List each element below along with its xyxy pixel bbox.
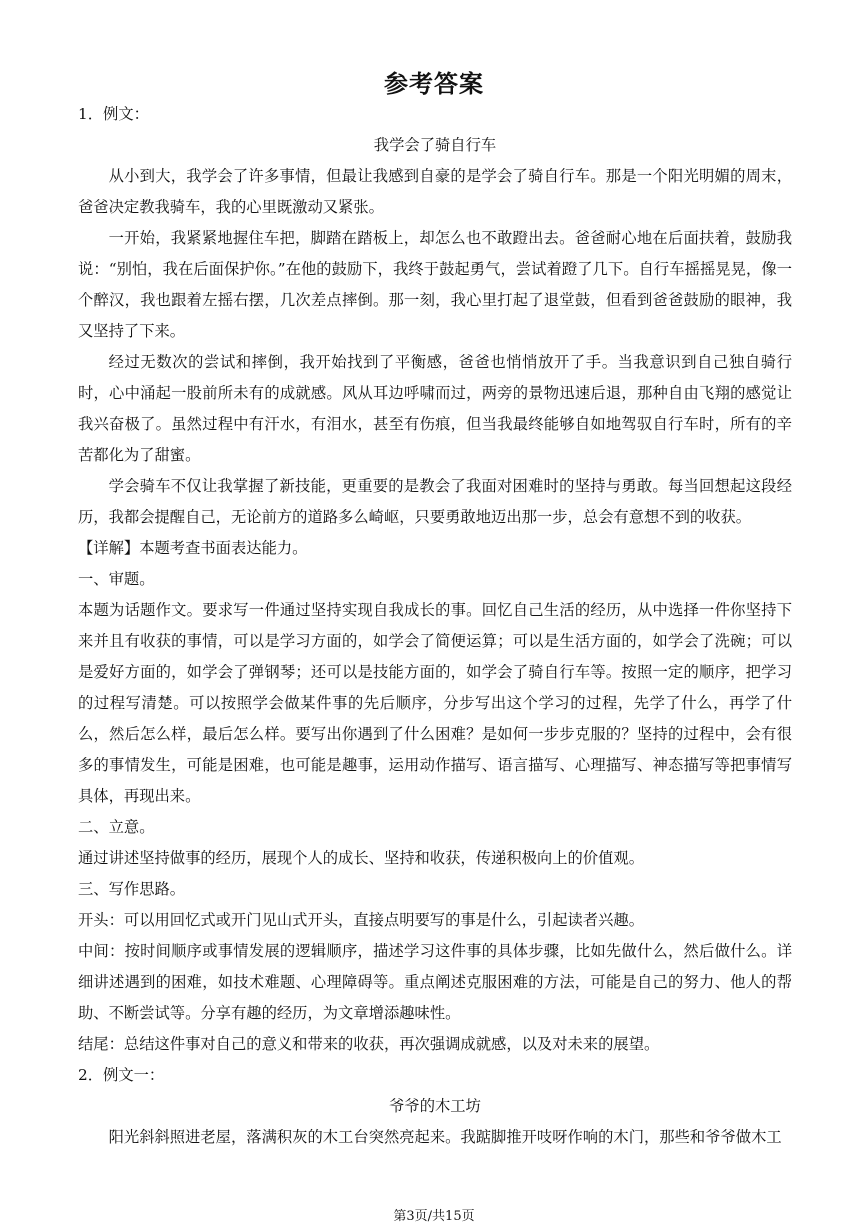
essay-1-paragraph-1: 从小到大，我学会了许多事情，但最让我感到自豪的是学会了骑自行车。那是一个阳光明媚的周末，爸爸决定教我骑车，我的心里既激动又紧张。 [78, 167, 792, 216]
page-number: 第3页/共15页 [393, 1209, 475, 1224]
essay-2-paragraph-1: 阳光斜斜照进老屋，落满积灰的木工台突然亮起来。我踮脚推开吱呀作响的木门，那些和爷爷做木工 [108, 1128, 782, 1146]
approach-middle: 中间：按时间顺序或事情发展的逻辑顺序，描述学习这件事的具体步骤，比如先做什么，然后做什么。详细讲述遇到的困难，如技术难题、心理障碍等。重点阐述克服困难的方法，可能是自己的努力、他人的帮助、不断尝试等。分享有趣的经历，为文章增添趣味性。 [78, 942, 792, 1022]
approach-ending: 结尾：总结这件事对自己的意义和带来的收获，再次强调成就感，以及对未来的展望。 [78, 1035, 660, 1053]
section-review-text: 本题为话题作文。要求写一件通过坚持实现自我成长的事。回忆自己生活的经历，从中选择一件你坚持下来并且有收获的事情，可以是学习方面的，如学会了简便运算；可以是生活方面的，如学会了洗碗；可以是爱好方面的，如学会了弹钢琴；还可以是技能方面的，如学会了骑自行车等。按照一定的顺序，把学习的过程写清楚。可以按照学会做某件事的先后顺序，分步写出这个学习的过程，先学了什么，再学了什么，然后怎么样，最后怎么样。要写出你遇到了什么困难？是如何一步步克服的？坚持的过程中，会有很多的事情发生，可能是困难，也可能是趣事，运用动作描写、语言描写、心理描写、神态描写等把事情写具体，再现出来。 [78, 601, 792, 805]
approach-opening: 开头：可以用回忆式或开门见山式开头，直接点明要写的事是什么，引起读者兴趣。 [78, 911, 644, 929]
section-theme-text: 通过讲述坚持做事的经历，展现个人的成长、坚持和收获，传递积极向上的价值观。 [78, 849, 644, 867]
section-heading-approach: 三、写作思路。 [78, 880, 186, 898]
section-heading-review: 一、审题。 [78, 570, 155, 588]
essay-1-paragraph-2: 一开始，我紧紧地握住车把，脚踏在踏板上，却怎么也不敢蹬出去。爸爸耐心地在后面扶着，鼓励我说：“别怕，我在后面保护你。”在他的鼓励下，我终于鼓起勇气，尝试着蹬了几下。自行车摇摇晃晃，像一个醉汉，我也跟着左摇右摆，几次差点摔倒。那一刻，我心里打起了退堂鼓，但看到爸爸鼓励的眼神，我又坚持了下来。 [78, 229, 792, 340]
section-heading-theme: 二、立意。 [78, 818, 155, 836]
essay-1-title: 我学会了骑自行车 [373, 136, 497, 154]
question-1-label: 1．例文： [78, 105, 149, 123]
essay-1-paragraph-4: 学会骑车不仅让我掌握了新技能，更重要的是教会了我面对困难时的坚持与勇敢。每当回想起这段经历，我都会提醒自己，无论前方的道路多么崎岖，只要勇敢地迈出那一步，总会有意想不到的收获。 [78, 477, 792, 526]
detail-label: 【详解】本题考查书面表达能力。 [78, 539, 308, 557]
essay-2-title: 爷爷的木工坊 [389, 1097, 481, 1115]
essay-1-paragraph-3: 经过无数次的尝试和摔倒，我开始找到了平衡感，爸爸也悄悄放开了手。当我意识到自己独自骑行时，心中涌起一股前所未有的成就感。风从耳边呼啸而过，两旁的景物迅速后退，那种自由飞翔的感觉让我兴奋极了。虽然过程中有汗水，有泪水，甚至有伤痕，但当我最终能够自如地驾驭自行车时，所有的辛苦都化为了甜蜜。 [78, 353, 792, 464]
page-title: 参考答案 [384, 69, 484, 98]
question-2-label: 2．例文一： [78, 1066, 165, 1084]
answer-content [78, 99, 792, 1153]
